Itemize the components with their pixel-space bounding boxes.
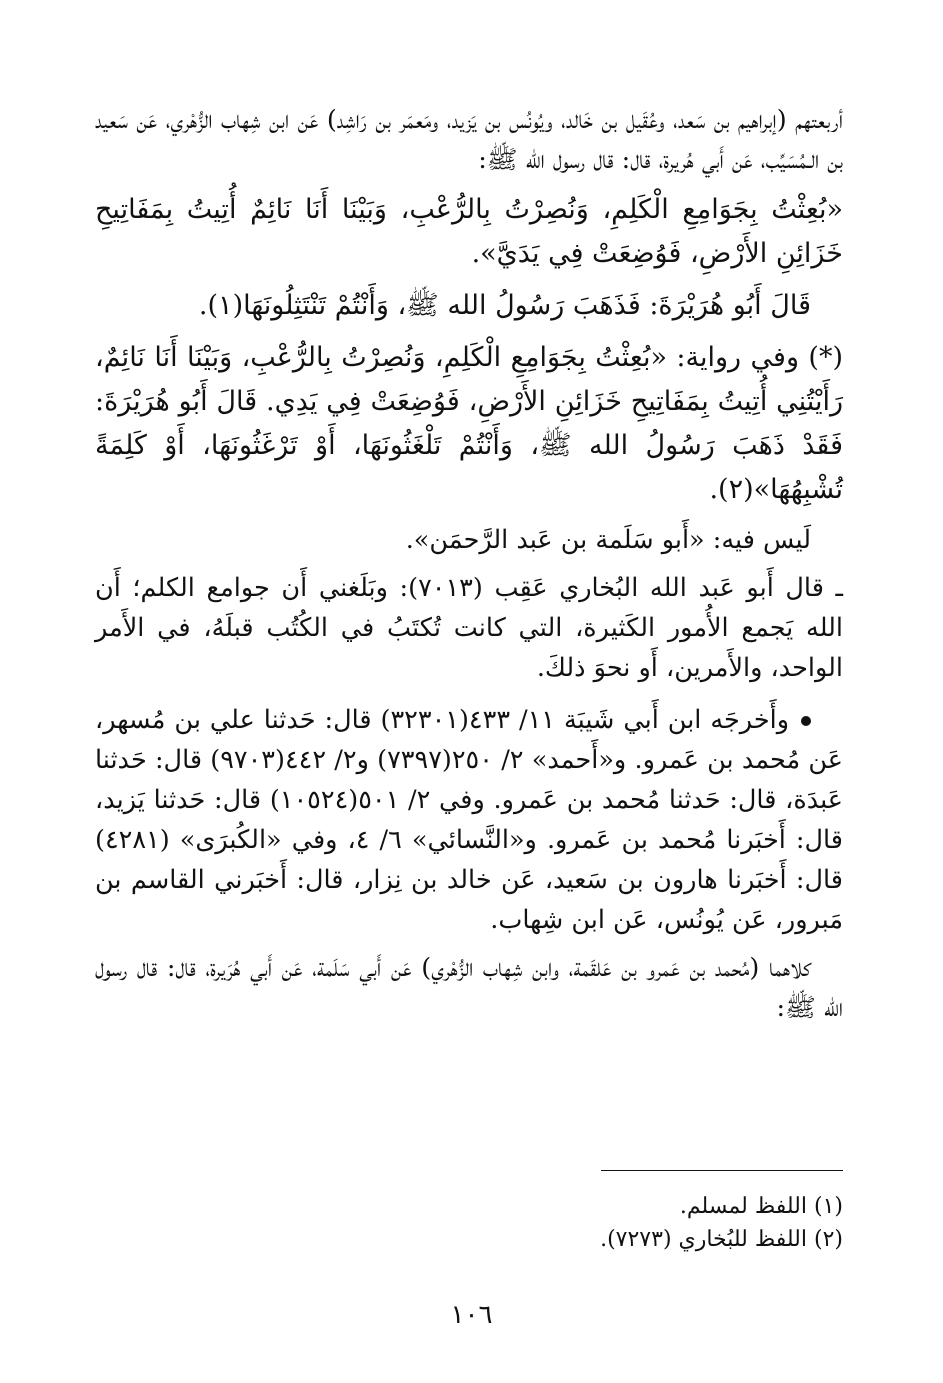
paragraph-another-narration: (*) وفي رواية: «بُعِثْتُ بِجَوَامِعِ الْكَلِمِ، وَنُصِرْتُ بِالرُّعْبِ، وَبَيْنَا أَنَا نَائِمٌ، رَأَيْتُنِي أُتِيتُ بِمَفَاتِيحِ خَزَائِنِ الأَرْضِ، فَوُضِعَتْ فِي يَدِي. قَالَ أَبُو هُرَيْرَةَ: فَقَدْ ذَهَبَ رَسُولُ الله ﷺ، وَأَنْتُمْ تَلْغَثُونَهَا، أَوْ تَرْغَثُونَهَا، أَوْ كَلِمَةً تُشْبِهُهَا»(٢).: [95, 342, 843, 505]
main-text: [95, 100, 843, 1036]
footnote-1: (١) اللفظ لمسلم.: [679, 1194, 843, 1219]
paragraph-hadith-text: «بُعِثْتُ بِجَوَامِعِ الْكَلِمِ، وَنُصِرْتُ بِالرُّعْبِ، وَبَيْنَا أَنَا نَائِمٌ أُتِيتُ بِمَفَاتِيحِ خَزَائِنِ الأَرْضِ، فَوُضِعَتْ فِي يَدَيَّ».: [95, 194, 843, 269]
paragraph-takhrij: [95, 700, 843, 940]
takhrij-text: وأَخرجَه ابن أَبي شَيبَة ١١/ ٤٣٣(٣٢٣٠١) قال: حَدثنا علي بن مُسهر، عَن مُحمد بن عَمرو. و«أَحمد» ٢/ ٢٥٠(٧٣٩٧) و٢/ ٤٤٢(٩٧٠٣) قال: حَدثنا عَبدَة، قال: حَدثنا مُحمد بن عَمرو. وفي ٢/ ٥٠١(١٠٥٢٤) قال: حَدثنا يَزيد، قال: أَخبَرنا مُحمد بن عَمرو. و«النَّسائي» ٦/ ٤، وفي «الكُبرَى» (٤٢٨١) قال: أَخبَرنا هارون بن سَعيد، عَن خالد بن نِزار، قال: أَخبَرني القاسم بن مَبرور، عَن يُونُس، عَن ابن شِهاب.: [95, 705, 844, 935]
paragraph-bukhari-comment: ـ قال أَبو عَبد الله البُخاري عَقِب (٧٠١٣): وبَلَغني أَن جوامع الكلم؛ أَن الله يَجمع الأُمور الكَثيرة، التي كانت تُكتَبُ في الكُتُب قبلَهُ، في الأَمر الواحد، والأَمرين، أَو نحوَ ذلكَ.: [95, 573, 843, 683]
paragraph-abu-hurayra-comment: قَالَ أَبُو هُرَيْرَةَ: فَذَهَبَ رَسُولُ الله ﷺ، وَأَنْتُمْ تَنْتَثِلُونَهَا(١).: [198, 290, 811, 321]
footnote-2: (٢) اللفظ للبُخاري (٧٢٧٣).: [600, 1227, 843, 1252]
bullet-icon: [801, 716, 811, 726]
paragraph-both-narrators: كلاهما (مُحمد بن عَمرو بن عَلقَمة، وابن شِهاب الزُّهْري) عَن أَبي سَلَمة، عَن أَبي هُرَيرة، قال: قال رسول الله ﷺ:: [95, 953, 843, 1023]
page-number: ١٠٦: [450, 1300, 493, 1330]
footnote-divider: [601, 1170, 843, 1171]
paragraph-note-absent: لَيس فيه: «أَبو سَلَمة بن عَبد الرَّحمَن».: [405, 525, 811, 555]
footnotes: [101, 1190, 843, 1256]
paragraph-isnad: أربعتهم (إبراهيم بن سَعد، وعُقَيل بن خَالد، ويُونُس بن يَزيد، ومَعمَر بن رَاشِد) عَن ابن شِهاب الزُّهْري، عَن سَعيد بن الـمُسَيِّب، عَن أَبي هُريرة، قال: قال رسول الله ﷺ:: [95, 105, 843, 175]
